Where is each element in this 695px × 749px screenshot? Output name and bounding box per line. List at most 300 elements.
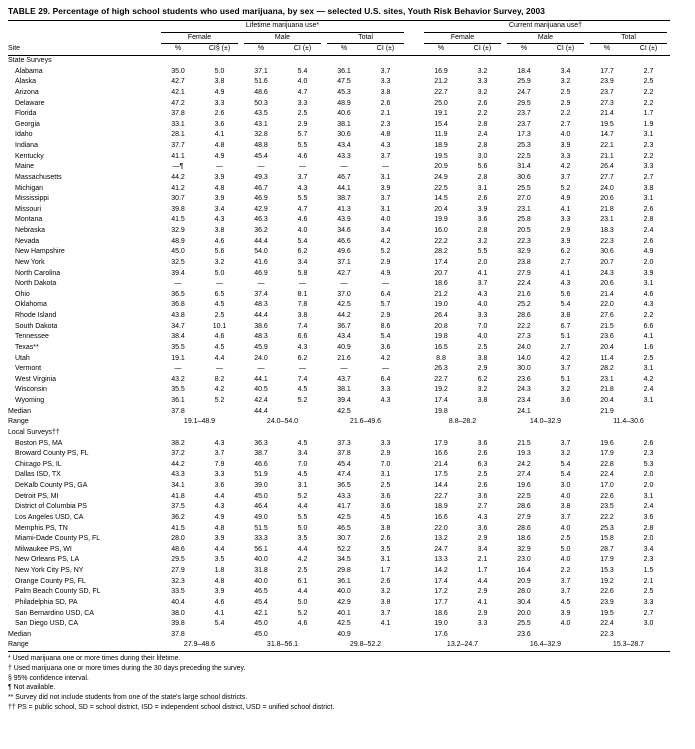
ci-cell: 4.7: [297, 205, 308, 213]
percent-cell: —: [257, 365, 265, 373]
percent-cell: 17.4: [434, 397, 448, 405]
percent-cell: 39.0: [254, 482, 268, 490]
percent-cell: 46.3: [254, 216, 268, 224]
column-gap: [407, 130, 421, 141]
percent-cell: 16.0: [434, 227, 448, 235]
site-cell: North Carolina: [15, 269, 61, 277]
range-value: 19.1–48.9: [183, 418, 216, 426]
ci-cell: 3.0: [477, 152, 488, 160]
percent-cell: 43.3: [337, 492, 351, 500]
column-gap: [407, 215, 421, 226]
ci-cell: 2.3: [643, 556, 654, 564]
percent-cell: 15.3: [600, 567, 614, 575]
table-row: [8, 354, 670, 365]
median-ci-blank: [627, 407, 670, 418]
percent-cell: 45.0: [254, 492, 268, 500]
footnote-line: * Used marijuana one or more times during their lifetime.: [8, 655, 181, 663]
percent-cell: 32.5: [171, 258, 185, 266]
site-cell: Utah: [15, 354, 30, 362]
column-gap: [407, 545, 421, 556]
ci-cell: 2.0: [477, 258, 488, 266]
ci-cell: 3.1: [643, 280, 654, 288]
percent-cell: 29.5: [171, 556, 185, 564]
percent-cell: 18.4: [517, 67, 531, 75]
ci-cell: 6.4: [380, 375, 391, 383]
percent-cell: 45.0: [171, 248, 185, 256]
percent-cell: 41.1: [171, 152, 185, 160]
percent-cell: 22.4: [600, 471, 614, 479]
ci-cell: 6.2: [477, 375, 488, 383]
site-cell: Philadelphia SD, PA: [15, 598, 78, 606]
ci-cell: 2.6: [477, 482, 488, 490]
current-male-header: Male: [507, 33, 584, 45]
site-cell: Palm Beach County SD, FL: [15, 588, 101, 596]
ci-cell: 2.5: [560, 88, 571, 96]
table-row: [8, 577, 670, 588]
ci-cell: 5.2: [380, 248, 391, 256]
site-cell: Memphis PS, TN: [15, 524, 68, 532]
percent-cell: 40.1: [337, 609, 351, 617]
ci-cell: 2.2: [560, 110, 571, 118]
ci-cell: 3.4: [214, 205, 225, 213]
ci-cell: 3.6: [380, 503, 391, 511]
median-ci-blank: [461, 407, 504, 418]
percent-cell: 37.5: [171, 503, 185, 511]
percent-cell: 21.8: [600, 205, 614, 213]
ci-cell: 2.7: [560, 258, 571, 266]
percent-cell: 27.7: [600, 173, 614, 181]
ci-cell: 2.1: [477, 556, 488, 564]
ci-cell: 7.4: [297, 375, 308, 383]
column-gap: [407, 290, 421, 301]
percent-cell: 32.9: [517, 545, 531, 553]
ci-cell: 4.8: [214, 577, 225, 585]
percent-cell: 18.3: [600, 227, 614, 235]
ci-cell: 3.8: [560, 312, 571, 320]
ci-cell: 2.9: [477, 535, 488, 543]
percent-cell: 25.9: [517, 78, 531, 86]
ci-cell: 2.4: [477, 131, 488, 139]
ci-cell: 1.7: [643, 110, 654, 118]
ci-cell: 3.3: [214, 471, 225, 479]
ci-cell: 3.1: [643, 397, 654, 405]
ci-cell: 3.4: [380, 227, 391, 235]
percent-cell: 48.6: [171, 545, 185, 553]
ci-cell: 3.2: [477, 67, 488, 75]
percent-cell: 37.0: [337, 290, 351, 298]
ci-cell: 4.3: [380, 142, 391, 150]
percent-cell: 48.9: [337, 99, 351, 107]
percent-cell: 30.7: [171, 195, 185, 203]
column-gap: [407, 534, 421, 545]
percent-cell: 14.0: [517, 354, 531, 362]
percent-cell: 32.8: [254, 131, 268, 139]
site-cell: Oklahoma: [15, 301, 47, 309]
percent-cell: 25.3: [600, 524, 614, 532]
percent-cell: 23.7: [517, 110, 531, 118]
median-ci-blank: [544, 407, 587, 418]
ci-cell: 3.6: [380, 492, 391, 500]
percent-cell: 27.9: [171, 567, 185, 575]
ci-cell: 4.1: [560, 269, 571, 277]
percent-cell: 22.5: [517, 492, 531, 500]
ci-cell: 2.6: [380, 99, 391, 107]
percent-cell: 22.4: [517, 280, 531, 288]
column-gap: [407, 173, 421, 184]
percent-cell: 24.0: [254, 354, 268, 362]
range-row: [8, 640, 670, 651]
ci-cell: 2.9: [380, 258, 391, 266]
column-gap: [407, 194, 421, 205]
percent-cell: 19.0: [434, 301, 448, 309]
ci-cell: 4.3: [560, 280, 571, 288]
percent-cell: 25.0: [434, 99, 448, 107]
ci-cell: 3.5: [297, 535, 308, 543]
ci-cell: 3.1: [643, 365, 654, 373]
percent-cell: 25.8: [517, 216, 531, 224]
ci-cell: 4.4: [477, 577, 488, 585]
range-label: Range: [8, 418, 29, 426]
percent-cell: —: [257, 163, 265, 171]
percent-cell: 34.6: [337, 227, 351, 235]
ci-header: CI (±): [364, 44, 407, 55]
percent-cell: 22.3: [517, 237, 531, 245]
percent-cell: 27.9: [517, 269, 531, 277]
percent-cell: 22.6: [600, 492, 614, 500]
percent-cell: 27.6: [600, 312, 614, 320]
ci-cell: 4.1: [380, 620, 391, 628]
table-row: [8, 566, 670, 577]
percent-cell: 24.7: [517, 88, 531, 96]
percent-cell: 40.6: [337, 110, 351, 118]
percent-cell: 19.5: [600, 120, 614, 128]
ci-cell: 3.1: [643, 492, 654, 500]
median-ci-blank: [364, 407, 407, 418]
percent-cell: 56.1: [254, 545, 268, 553]
percent-cell: 40.9: [337, 343, 351, 351]
table-row: [8, 67, 670, 78]
site-cell: Wyoming: [15, 397, 45, 405]
percent-cell: 42.5: [337, 513, 351, 521]
ci-cell: 4.0: [297, 227, 308, 235]
ci-cell: 4.0: [380, 216, 391, 224]
ci-cell: 4.1: [214, 609, 225, 617]
ci-cell: 3.3: [477, 78, 488, 86]
table-row: [8, 226, 670, 237]
ci-cell: 4.9: [560, 195, 571, 203]
ci-cell: 4.0: [560, 131, 571, 139]
site-cell: North Dakota: [15, 280, 57, 288]
ci-cell: 3.7: [560, 513, 571, 521]
ci-cell: 4.5: [214, 343, 225, 351]
ci-cell: 3.4: [297, 258, 308, 266]
ci-cell: 3.8: [380, 598, 391, 606]
column-gap: [407, 162, 421, 173]
ci-cell: 4.5: [297, 386, 308, 394]
ci-cell: 3.3: [297, 99, 308, 107]
ci-cell: 2.5: [477, 343, 488, 351]
ci-cell: 5.2: [297, 609, 308, 617]
ci-cell: 4.2: [380, 237, 391, 245]
ci-cell: 2.5: [643, 78, 654, 86]
percent-cell: 28.7: [600, 545, 614, 553]
percent-cell: 43.5: [254, 110, 268, 118]
percent-cell: 43.4: [337, 142, 351, 150]
site-cell: Mississippi: [15, 195, 49, 203]
median-ci-blank: [461, 630, 504, 641]
ci-cell: 3.7: [380, 67, 391, 75]
column-gap: [407, 332, 421, 343]
percent-cell: 37.3: [337, 439, 351, 447]
ci-cell: 5.0: [560, 545, 571, 553]
ci-cell: 3.7: [214, 450, 225, 458]
table-row: [8, 470, 670, 481]
site-cell: DeKalb County PS, GA: [15, 482, 88, 490]
ci-cell: 2.6: [477, 195, 488, 203]
percent-cell: 29.8: [337, 567, 351, 575]
column-gap: [407, 502, 421, 513]
ci-cell: 4.0: [297, 78, 308, 86]
percent-cell: 35.5: [171, 343, 185, 351]
ci-cell: 4.4: [297, 503, 308, 511]
ci-cell: 3.3: [380, 439, 391, 447]
site-cell: Florida: [15, 110, 37, 118]
ci-cell: 4.1: [560, 205, 571, 213]
column-gap: [407, 640, 421, 651]
column-gap: [407, 577, 421, 588]
median-value: 17.6: [434, 630, 448, 638]
ci-cell: 3.1: [297, 482, 308, 490]
percent-cell: 44.2: [337, 312, 351, 320]
percent-cell: 45.3: [337, 88, 351, 96]
percent-cell: 36.2: [254, 227, 268, 235]
ci-cell: 3.1: [643, 131, 654, 139]
ci-cell: 2.3: [643, 450, 654, 458]
ci-cell: 4.9: [214, 88, 225, 96]
ci-cell: 3.7: [560, 173, 571, 181]
column-gap: [407, 269, 421, 280]
ci-cell: 7.0: [477, 322, 488, 330]
percent-cell: 21.1: [600, 152, 614, 160]
section-label: Local Surveys††: [8, 428, 60, 436]
ci-cell: 3.2: [477, 88, 488, 96]
percent-cell: 23.8: [517, 258, 531, 266]
range-value: 29.8–52.2: [349, 641, 382, 649]
percent-cell: 22.0: [434, 524, 448, 532]
section-header-row: [8, 56, 670, 67]
ci-cell: 2.8: [477, 120, 488, 128]
section-header-row: [8, 428, 670, 439]
percent-cell: 42.5: [337, 301, 351, 309]
table-header: [8, 21, 670, 56]
percent-cell: 48.3: [254, 301, 268, 309]
ci-cell: 5.7: [297, 131, 308, 139]
percent-cell: 41.3: [337, 205, 351, 213]
ci-cell: 8.6: [380, 322, 391, 330]
ci-cell: 4.2: [214, 386, 225, 394]
ci-cell: 5.4: [380, 333, 391, 341]
percent-cell: 8.8: [436, 354, 446, 362]
ci-cell: 3.7: [560, 365, 571, 373]
ci-cell: 3.8: [477, 354, 488, 362]
percent-cell: 37.7: [171, 142, 185, 150]
ci-cell: —: [299, 163, 306, 171]
percent-cell: 17.9: [600, 556, 614, 564]
percent-cell: 16.4: [517, 567, 531, 575]
site-cell: Indiana: [15, 142, 38, 150]
percent-cell: 46.9: [254, 269, 268, 277]
lifetime-male-header: Male: [244, 33, 321, 45]
median-ci-blank: [364, 630, 407, 641]
percent-cell: 16.5: [434, 343, 448, 351]
ci-cell: 2.0: [643, 482, 654, 490]
percent-cell: 42.9: [337, 598, 351, 606]
percent-cell: 35.5: [171, 386, 185, 394]
table-row: [8, 343, 670, 354]
column-gap: [407, 141, 421, 152]
table-row: [8, 502, 670, 513]
percent-cell: 36.2: [171, 513, 185, 521]
percent-cell: 21.4: [434, 460, 448, 468]
median-ci-blank: [198, 630, 241, 641]
ci-cell: 4.6: [214, 237, 225, 245]
site-cell: Texas**: [15, 343, 39, 351]
percent-cell: 16.6: [434, 450, 448, 458]
ci-cell: 2.9: [560, 99, 571, 107]
ci-cell: 3.3: [560, 216, 571, 224]
table-row: [8, 385, 670, 396]
median-value: 45.0: [254, 630, 268, 638]
table-row: [8, 609, 670, 620]
percent-cell: 27.0: [517, 195, 531, 203]
percent-cell: —: [340, 280, 348, 288]
percent-cell: 43.9: [337, 216, 351, 224]
percent-cell: 18.6: [434, 609, 448, 617]
percent-cell: 38.1: [337, 120, 351, 128]
percent-cell: 20.0: [517, 609, 531, 617]
ci-cell: 4.5: [380, 513, 391, 521]
ci-cell: 2.5: [643, 588, 654, 596]
ci-cell: 3.2: [560, 386, 571, 394]
percent-cell: 26.4: [434, 312, 448, 320]
ci-cell: 4.6: [297, 216, 308, 224]
percent-cell: 44.1: [337, 184, 351, 192]
percent-cell: 47.4: [337, 471, 351, 479]
percent-cell: 39.4: [171, 269, 185, 277]
percent-cell: 34.1: [171, 482, 185, 490]
percent-cell: 23.6: [600, 333, 614, 341]
percent-cell: 45.0: [254, 620, 268, 628]
ci-cell: 4.1: [477, 598, 488, 606]
percent-cell: 42.7: [171, 78, 185, 86]
site-cell: Delaware: [15, 99, 45, 107]
median-row: [8, 630, 670, 641]
ci-cell: 5.7: [380, 301, 391, 309]
percent-cell: 23.1: [517, 205, 531, 213]
median-value: 24.1: [517, 407, 531, 415]
percent-cell: 18.9: [434, 142, 448, 150]
percent-cell: 23.7: [600, 88, 614, 96]
column-gap: [407, 481, 421, 492]
percent-cell: 24.2: [517, 460, 531, 468]
percent-cell: 14.2: [434, 567, 448, 575]
percent-cell: 22.2: [434, 237, 448, 245]
percent-cell: —: [174, 280, 182, 288]
ci-cell: 2.5: [643, 354, 654, 362]
table-row: [8, 184, 670, 195]
percent-cell: 23.7: [517, 120, 531, 128]
ci-cell: 7.4: [297, 322, 308, 330]
percent-cell: 51.5: [254, 524, 268, 532]
ci-cell: 3.7: [560, 439, 571, 447]
ci-cell: 2.9: [477, 609, 488, 617]
percent-cell: 20.9: [434, 163, 448, 171]
percent-cell: 19.1: [171, 354, 185, 362]
column-gap: [407, 407, 421, 418]
ci-cell: 5.6: [477, 163, 488, 171]
table-row: [8, 322, 670, 333]
percent-cell: 45.4: [254, 598, 268, 606]
median-value: 21.9: [600, 407, 614, 415]
ci-cell: 3.3: [477, 620, 488, 628]
column-gap: [407, 184, 421, 195]
site-cell: New York: [15, 258, 45, 266]
site-cell: Arizona: [15, 88, 39, 96]
site-column-header: Site: [8, 44, 158, 55]
median-ci-blank: [544, 630, 587, 641]
median-row: [8, 407, 670, 418]
percent-cell: 13.3: [434, 556, 448, 564]
ci-cell: 3.7: [477, 280, 488, 288]
ci-cell: 2.2: [643, 312, 654, 320]
percent-cell: 43.8: [171, 312, 185, 320]
ci-cell: 6.6: [297, 333, 308, 341]
ci-cell: 3.3: [214, 99, 225, 107]
percent-cell: 46.7: [337, 173, 351, 181]
ci-cell: 2.6: [477, 450, 488, 458]
percent-cell: 27.3: [600, 99, 614, 107]
table-row: [8, 99, 670, 110]
percent-cell: 20.6: [600, 280, 614, 288]
percent-cell: 41.2: [171, 184, 185, 192]
column-gap: [407, 598, 421, 609]
ci-cell: 3.7: [297, 173, 308, 181]
percent-cell: 33.3: [254, 535, 268, 543]
percent-cell: 49.0: [254, 513, 268, 521]
ci-cell: 3.2: [560, 78, 571, 86]
site-cell: Los Angeles USD, CA: [15, 513, 84, 521]
column-gap: [407, 524, 421, 535]
percent-cell: 30.4: [517, 598, 531, 606]
ci-cell: 2.5: [380, 482, 391, 490]
site-cell: Broward County PS, FL: [15, 450, 89, 458]
column-gap: [407, 67, 421, 78]
ci-cell: 3.8: [477, 397, 488, 405]
ci-cell: 4.6: [643, 290, 654, 298]
site-cell: San Diego USD, CA: [15, 620, 79, 628]
ci-header: CI (±): [627, 44, 670, 55]
ci-cell: 3.9: [643, 269, 654, 277]
percent-cell: 17.9: [600, 450, 614, 458]
percent-cell: 38.4: [171, 333, 185, 341]
column-gap: [407, 279, 421, 290]
ci-cell: 3.5: [380, 545, 391, 553]
ci-cell: 2.4: [643, 386, 654, 394]
table-body: [8, 56, 670, 652]
percent-cell: 27.4: [517, 471, 531, 479]
column-gap: [407, 449, 421, 460]
ci-cell: 8.2: [214, 375, 225, 383]
